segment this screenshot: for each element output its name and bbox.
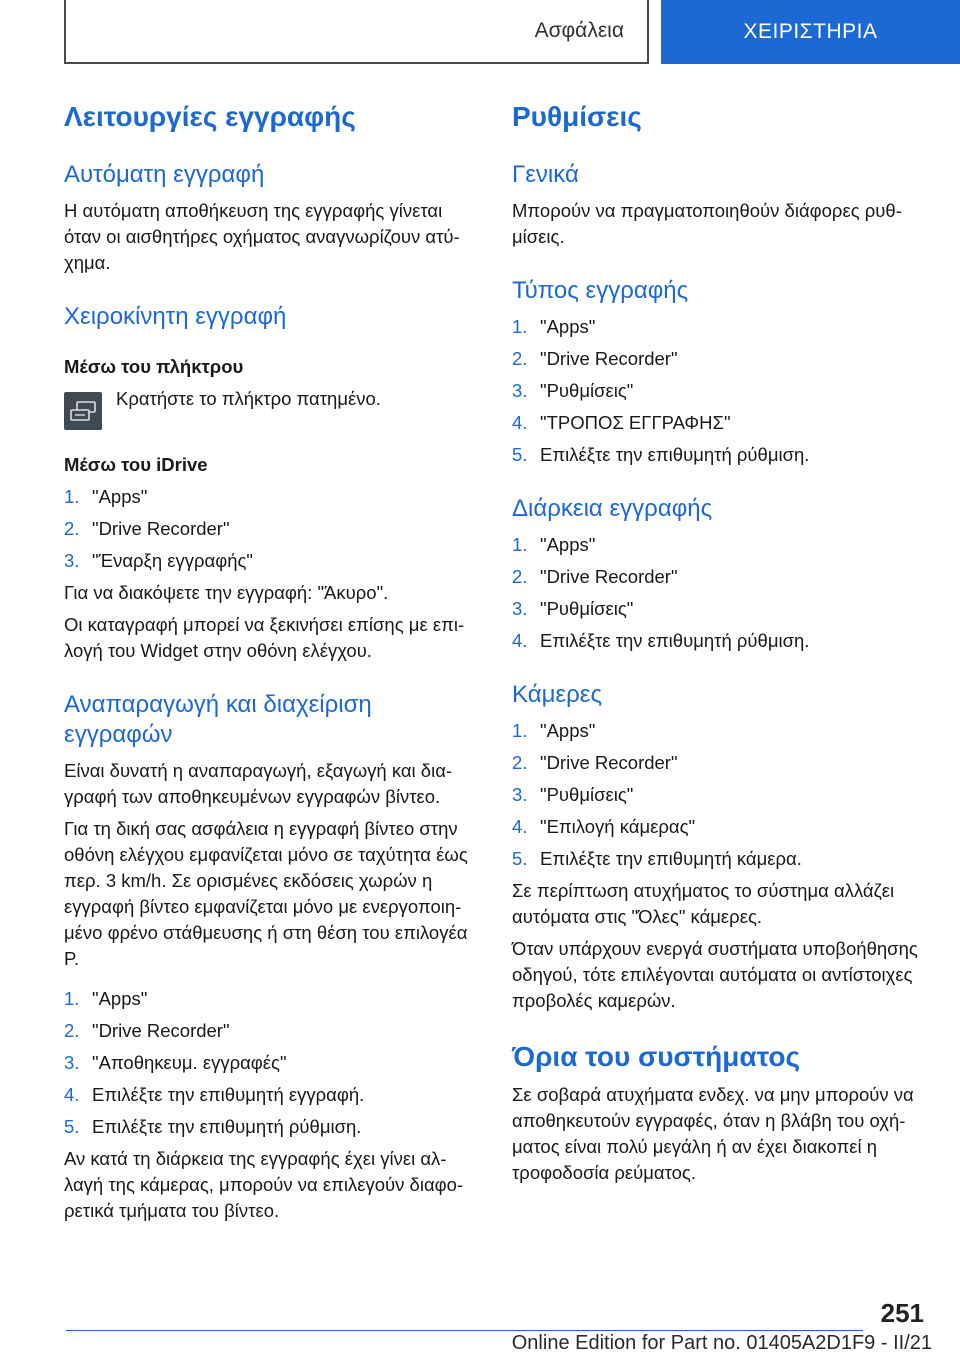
cameras-text-1: Σε περίπτωση ατυχήματος το σύστημα αλλάζει αυτόματα στις "Όλες" κάμερες. [512,880,895,927]
list-item [512,346,926,372]
cancel-text: Για να διακόψετε την εγγραφή: "Άκυρο". [64,582,389,603]
playback-text-3: Αν κατά τη διάρκεια της εγγραφής έχει γίνει αλλαγή της κάμερας, μπορούν να επιλεγούν διαφορετικά τμήματα του βίντεο. [64,1148,464,1221]
system-limits-section [512,1040,926,1186]
step-number: 5. [512,444,528,465]
step-text: "Drive Recorder" [540,566,678,587]
footer-divider [66,1330,863,1331]
step-text: Επιλέξτε την επιθυμητή ρύθμιση. [92,1116,362,1137]
right-column [512,100,926,1212]
playback-heading: Αναπαραγωγή και διαχείριση εγγραφών [64,691,372,748]
list-item [64,1114,478,1140]
header-section-title: Ασφάλεια [534,19,624,42]
step-text: "Έναρξη εγγραφής" [92,550,253,571]
list-item [64,1082,478,1108]
header-chapter-tab: ΧΕΙΡΙΣΤΗΡΙΑ [661,0,960,64]
recording-duration-heading: Διάρκεια εγγραφής [512,495,713,522]
recording-type-heading: Τύπος εγγραφής [512,277,689,304]
step-text: "Apps" [92,988,148,1009]
step-text: Επιλέξτε την επιθυμητή ρύθμιση. [540,444,810,465]
list-item [512,564,926,590]
recording-type-steps [512,314,926,468]
list-item [64,548,478,574]
list-item [512,628,926,654]
list-item [64,986,478,1012]
playback-steps-list [64,986,478,1140]
step-text: "Apps" [540,316,596,337]
list-item [512,596,926,622]
step-text: "Ρυθμίσεις" [540,598,634,619]
list-item [64,516,478,542]
step-number: 2. [64,518,80,539]
list-item [512,846,926,872]
step-number: 4. [512,412,528,433]
step-text: "Apps" [92,486,148,507]
list-item [512,814,926,840]
system-limits-text: Σε σοβαρά ατυχήματα ενδεχ. να μην μπορούν να αποθηκευτούν εγγραφές, όταν η βλάβη του οχήματος είναι πολύ μεγάλη ή αν έχει διακοπεί η τροφοδοσία ρεύματος. [512,1084,914,1183]
list-item [512,782,926,808]
manual-recording-heading: Χειροκίνητη εγγραφή [64,303,287,330]
step-number: 2. [512,752,528,773]
manual-steps-list [64,484,478,574]
recording-duration-section [512,494,926,654]
footer-edition-text: Online Edition for Part no. 01405A2D1F9 - II/21 [511,1332,932,1354]
step-text: "Apps" [540,720,596,741]
step-number: 4. [64,1084,80,1105]
step-number: 2. [512,348,528,369]
step-number: 5. [512,848,528,869]
playback-text-2: Για τη δική σας ασφάλεια η εγγραφή βίντεο στην οθόνη ελέγχου εμφανίζεται μόνο σε ταχύτητα έως περ. 3 km/h. Σε ορισμένες εκδόσεις χωρών η εγγραφή βίντεο εμφανίζεται μόνο με ενεργοποιημένο φρένο στάθμευσης ή στη θέση του επιλογέα P. [64,818,468,969]
list-item [512,750,926,776]
list-item [64,1050,478,1076]
list-item [512,532,926,558]
recording-functions-title: Λειτουργίες εγγραφής [64,101,356,132]
step-text: "Ρυθμίσεις" [540,784,634,805]
step-number: 1. [512,720,528,741]
step-text: "Επιλογή κάμερας" [540,816,696,837]
list-item [512,378,926,404]
general-heading: Γενικά [512,161,579,188]
step-number: 1. [64,988,80,1009]
settings-title: Ρυθμίσεις [512,101,642,132]
step-text: Επιλέξτε την επιθυμητή ρύθμιση. [540,630,810,651]
step-number: 3. [64,1052,80,1073]
playback-text-1: Είναι δυνατή η αναπαραγωγή, εξαγωγή και διαγραφή των αποθηκευμένων εγγραφών βίντεο. [64,760,453,807]
step-text: "ΤΡΟΠΟΣ ΕΓΓΡΑΦΗΣ" [540,412,731,433]
via-button-heading: Μέσω του πλήκτρου [64,356,244,377]
general-section [512,160,926,250]
step-number: 1. [64,486,80,507]
list-item [64,484,478,510]
step-number: 2. [512,566,528,587]
step-number: 3. [512,380,528,401]
system-limits-heading: Όρια του συστήματος [512,1041,801,1072]
step-number: 3. [512,598,528,619]
recording-duration-steps [512,532,926,654]
step-text: "Drive Recorder" [540,348,678,369]
list-item [512,410,926,436]
general-text: Μπορούν να πραγματοποιηθούν διάφορες ρυθμίσεις. [512,200,902,247]
step-number: 3. [512,784,528,805]
step-number: 1. [512,534,528,555]
step-text: "Drive Recorder" [92,518,230,539]
step-number: 2. [64,1020,80,1041]
via-idrive-heading: Μέσω του iDrive [64,454,208,475]
record-button-icon [64,392,102,430]
auto-recording-text: Η αυτόματη αποθήκευση της εγγραφής γίνεται όταν οι αισθητήρες οχήματος αναγνωρίζουν ατύχημα. [64,200,460,273]
step-number: 4. [512,630,528,651]
step-number: 1. [512,316,528,337]
step-text: Επιλέξτε την επιθυμητή εγγραφή. [92,1084,365,1105]
button-instruction [64,388,478,430]
cameras-section [512,680,926,1014]
step-text: "Αποθηκευμ. εγγραφές" [92,1052,287,1073]
list-item [512,314,926,340]
step-number: 4. [512,816,528,837]
step-text: "Apps" [540,534,596,555]
step-text: "Drive Recorder" [92,1020,230,1041]
cameras-text-2: Όταν υπάρχουν ενεργά συστήματα υποβοήθησης οδηγού, τότε επιλέγονται αυτόματα οι αντίστοιχες προβολές καμερών. [512,938,918,1011]
playback-section [64,690,478,1224]
button-instruction-text: Κρατήστε το πλήκτρο πατημένο. [116,388,381,409]
list-item [512,718,926,744]
cameras-heading: Κάμερες [512,681,603,708]
cameras-steps [512,718,926,872]
left-column [64,100,478,1250]
auto-recording-section [64,160,478,276]
step-number: 3. [64,550,80,571]
list-item [512,442,926,468]
step-text: "Drive Recorder" [540,752,678,773]
recording-type-section [512,276,926,468]
manual-recording-section [64,302,478,664]
widget-text: Οι καταγραφή μπορεί να ξεκινήσει επίσης με επιλογή του Widget στην οθόνη ελέγχου. [64,614,465,661]
list-item [64,1018,478,1044]
step-text: "Ρυθμίσεις" [540,380,634,401]
step-number: 5. [64,1116,80,1137]
page-number: 251 [880,1298,924,1328]
step-text: Επιλέξτε την επιθυμητή κάμερα. [540,848,802,869]
auto-recording-heading: Αυτόματη εγγραφή [64,161,265,188]
